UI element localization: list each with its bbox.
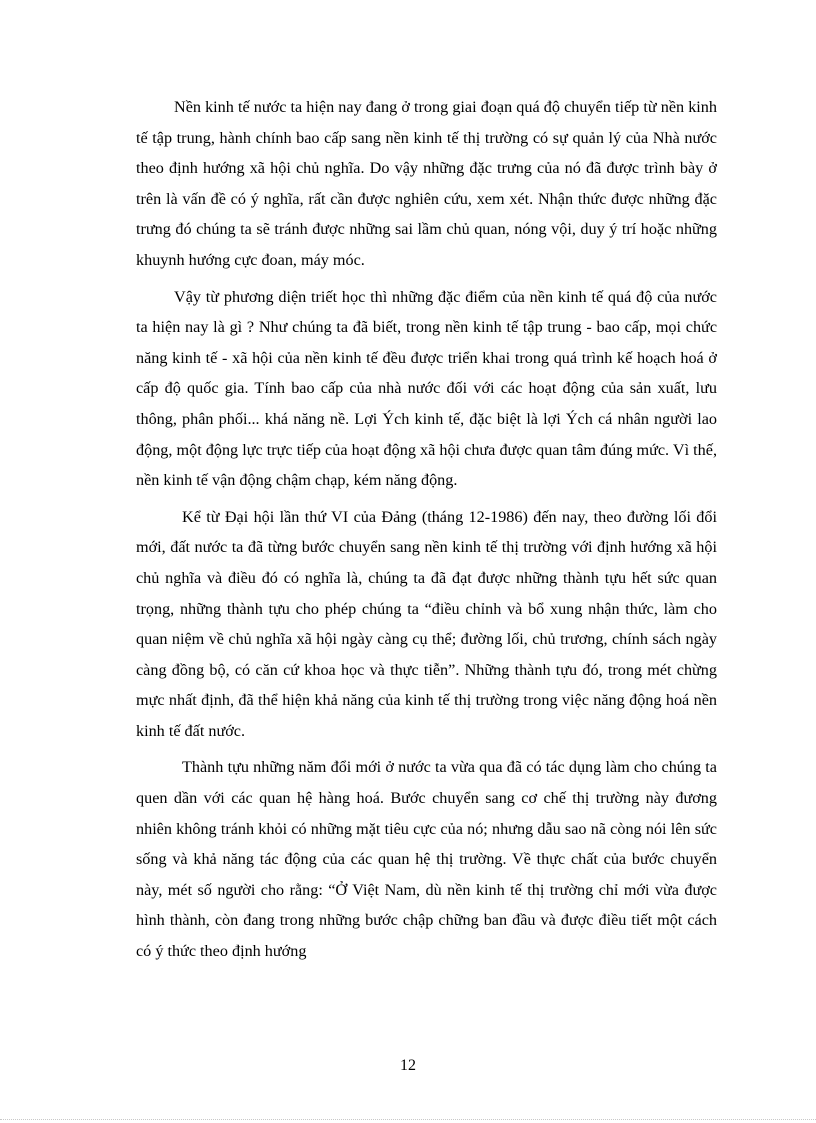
page-number: 12 <box>400 1057 416 1074</box>
paragraph-3: Kể từ Đại hội lần thứ VI của Đảng (tháng 12-1986) đến nay, theo đường lối đổi mới, đất nước ta đã từng bước chuyển sang nền kinh tế thị trường với định hướng xã hội chủ nghĩa và điều đó có nghĩa là, chúng ta đã đạt được những thành tựu hết sức quan trọng, những thành tựu cho phép chúng ta “điều chỉnh và bổ xung nhận thức, làm cho quan niệm về chủ nghĩa xã hội ngày càng cụ thể; đường lối, chủ trương, chính sách ngày càng đồng bộ, có căn cứ khoa học và thực tiễn”. Những thành tựu đó, trong mét chừng mực nhất định, đã thể hiện khả năng của kinh tế thị trường trong việc năng động hoá nền kinh tế đất nước. <box>136 507 717 740</box>
paragraph-4: Thành tựu những năm đổi mới ở nước ta vừa qua đã có tác dụng làm cho chúng ta quen dần với các quan hệ hàng hoá. Bước chuyển sang cơ chế thị trường này đương nhiên không tránh khỏi có những mặt tiêu cực của nó; nhưng dẫu sao nã còng nói lên sức sống và khả năng tác động của các quan hệ thị trường. Về thực chất của bước chuyển này, mét số người cho rằng: “Ở Việt Nam, dù nền kinh tế thị trường chỉ mới vừa được hình thành, còn đang trong những bước chập chững ban đầu và được điều tiết một cách có ý thức theo định hướng <box>136 758 717 961</box>
page-body <box>136 92 717 973</box>
paragraph-1: Nền kinh tế nước ta hiện nay đang ở trong giai đoạn quá độ chuyển tiếp từ nền kinh tế tập trung, hành chính bao cấp sang nền kinh tế thị trường có sự quản lý của Nhà nước theo định hướng xã hội chủ nghĩa. Do vậy những đặc trưng của nó đã được trình bày ở trên là vấn đề có ý nghĩa, rất cần được nghiên cứu, xem xét. Nhận thức được những đặc trưng đó chúng ta sẽ tránh được những sai lầm chủ quan, nóng vội, duy ý trí hoặc những khuynh hướng cực đoan, máy móc. <box>136 98 717 269</box>
page-boundary <box>0 1119 816 1120</box>
paragraph-2: Vậy từ phương diện triết học thì những đặc điểm của nền kinh tế quá độ của nước ta hiện nay là gì ? Như chúng ta đã biết, trong nền kinh tế tập trung - bao cấp, mọi chức năng kinh tế - xã hội của nền kinh tế đều được triển khai trong quá trình kế hoạch hoá ở cấp độ quốc gia. Tính bao cấp của nhà nước đối với các hoạt động của sản xuất, lưu thông, phân phối... khá năng nề. Lợi Ých kinh tế, đặc biệt là lợi Ých cá nhân người lao động, một động lực trực tiếp của hoạt động xã hội chưa được quan tâm đúng mức. Vì thế, nền kinh tế vận động chậm chạp, kém năng động. <box>136 287 717 490</box>
